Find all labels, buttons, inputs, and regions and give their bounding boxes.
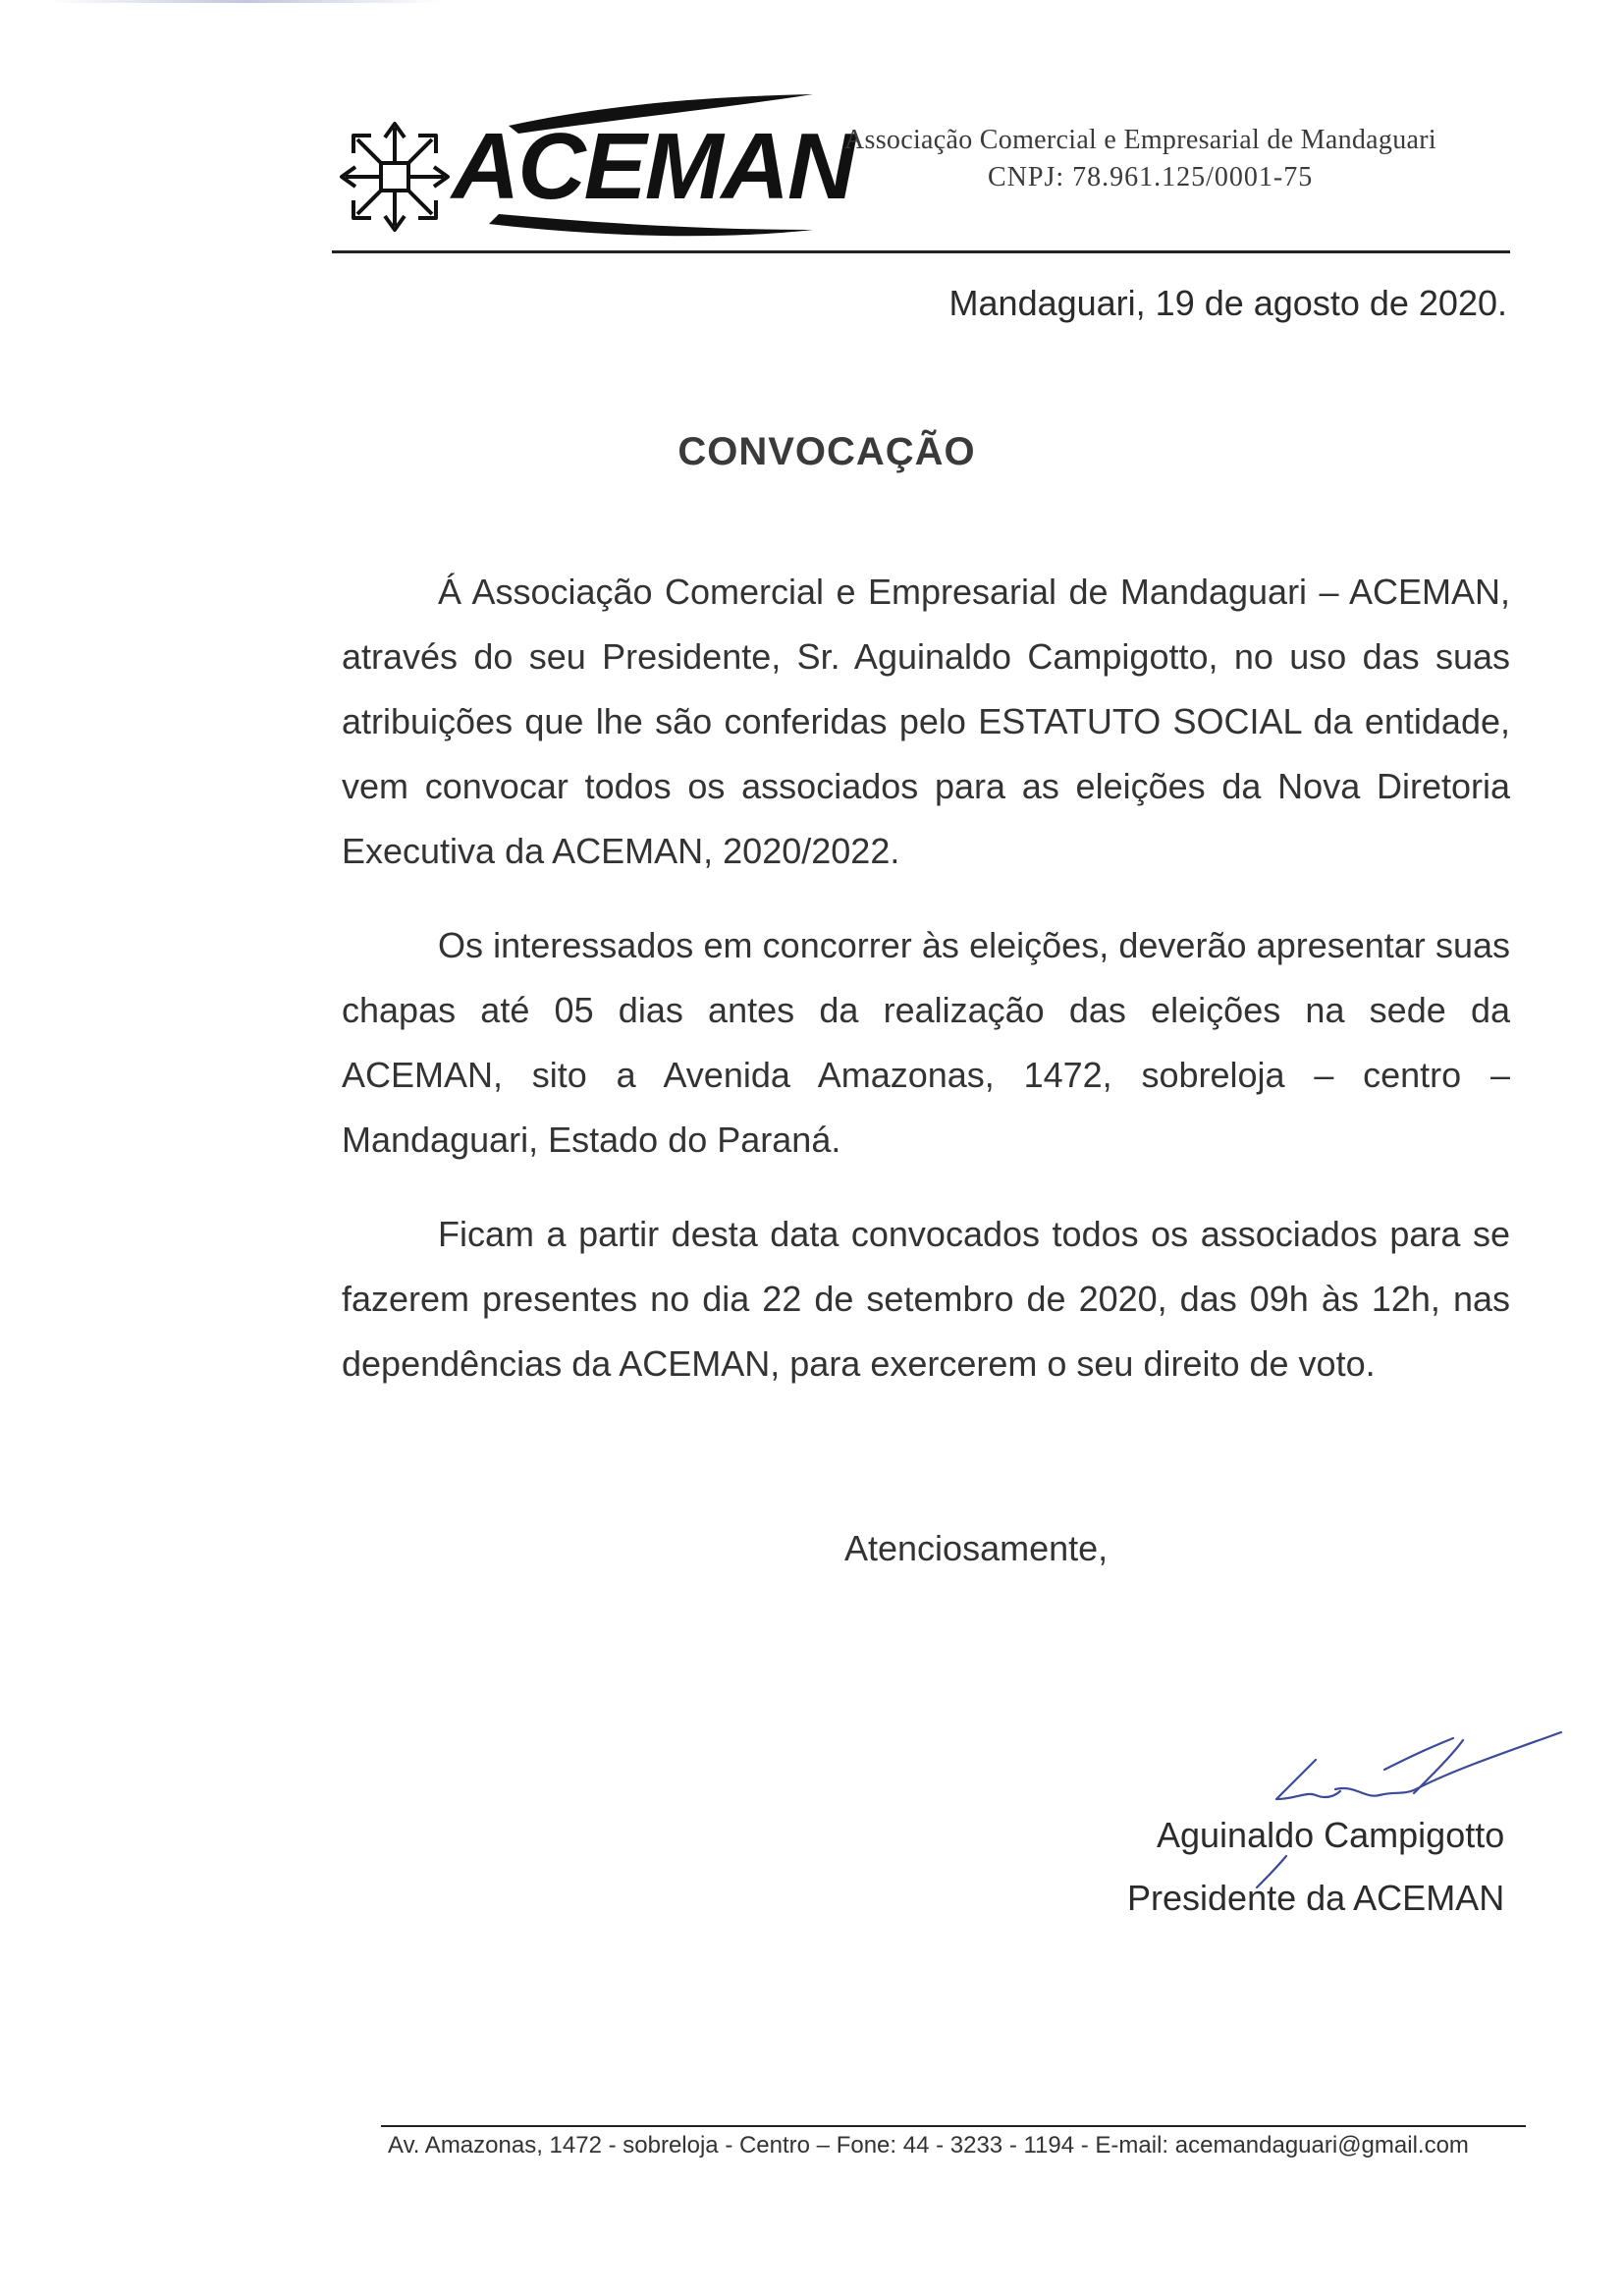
org-name: Associação Comercial e Empresarial de Mandaguari	[844, 125, 1436, 155]
footer-contact: Av. Amazonas, 1472 - sobreloja - Centro – Fone: 44 - 3233 - 1194 - E-mail: acemandaguari@gmail.com	[388, 2132, 1469, 2159]
document-title: CONVOCAÇÃO	[677, 430, 976, 473]
date-line: Mandaguari, 19 de agosto de 2020.	[948, 283, 1507, 323]
gear-snowflake-icon	[332, 114, 458, 240]
logo-wordmark: ACEMAN	[452, 114, 854, 219]
body-paragraph: Os interessados em concorrer às eleições, deverão apresentar suas chapas até 05 dias antes da realização das eleições na sede da ACEMAN, sito a Avenida Amazonas, 1472, sobreloja – centro – Mandaguari, Estado do Paraná.	[342, 925, 1510, 1160]
signatory-role: Presidente da ACEMAN	[1127, 1878, 1505, 1918]
org-info	[844, 122, 1522, 196]
body-paragraph: Ficam a partir desta data convocados todos os associados para se fazerem presentes no dia 22 de setembro de 2020, das 09h às 12h, nas dependências da ACEMAN, para exercerem o seu direito de voto.	[342, 1214, 1510, 1384]
letter-body	[342, 560, 1510, 1426]
signatory-name: Aguinaldo Campigotto	[1157, 1815, 1505, 1855]
scan-artifact	[49, 0, 442, 3]
aceman-logo	[332, 94, 854, 242]
body-paragraph: Á Associação Comercial e Empresarial de Mandaguari – ACEMAN, através do seu Presidente, Sr. Aguinaldo Campigotto, no uso das suas atribuições que lhe são conferidas pelo ESTATUTO SOCIAL da entidade, vem convocar todos os associados para as eleições da Nova Diretoria Executiva da ACEMAN, 2020/2022.	[342, 572, 1510, 871]
handwritten-signature	[1159, 1730, 1571, 1897]
org-cnpj: CNPJ: 78.961.125/0001-75	[988, 162, 1314, 192]
footer-divider	[381, 2125, 1526, 2127]
closing-salutation: Atenciosamente,	[844, 1528, 1109, 1568]
header-divider	[332, 250, 1510, 253]
